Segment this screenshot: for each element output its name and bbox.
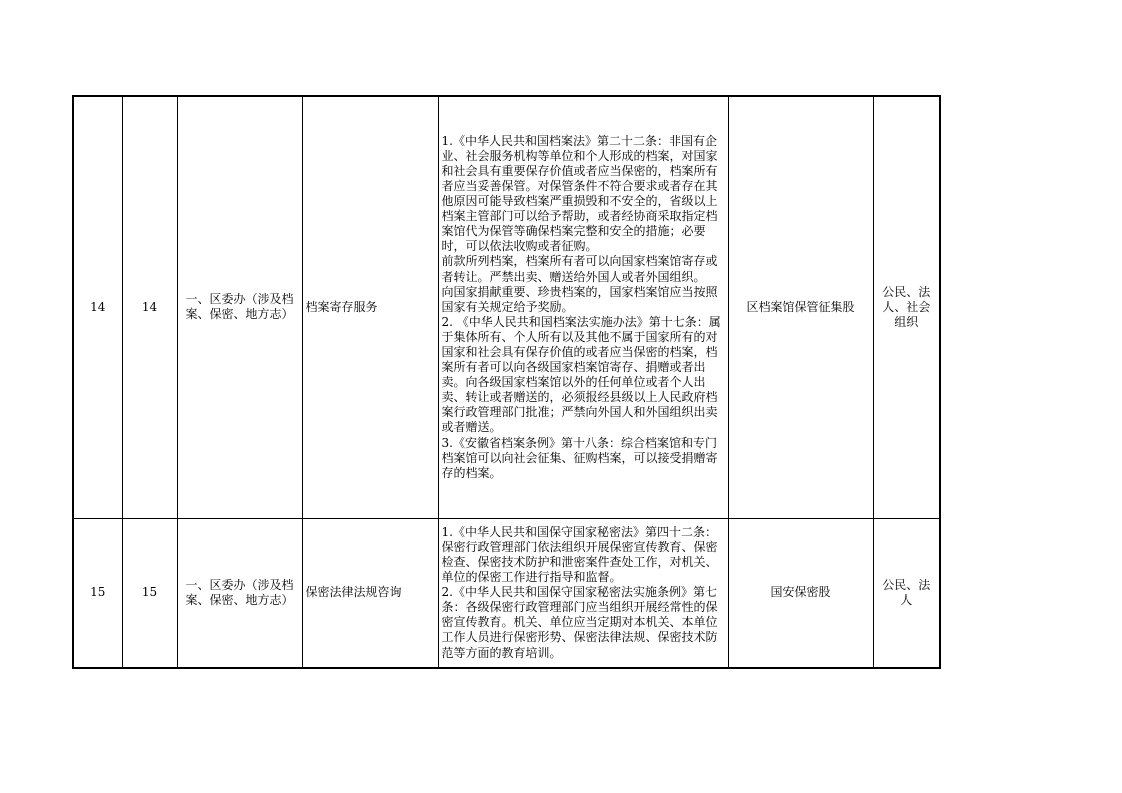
row-number: 14 — [73, 96, 122, 518]
service-target-cell: 公民、法人、社会组织 — [873, 96, 940, 518]
basis-paragraph: 2. 《中华人民共和国档案法实施办法》第十七条：属于集体所有、个人所有以及其他不属于国家所有的对国家和社会具有保存价值的或者应当保密的档案，档案所有者可以向各级国家档案馆寄存、捐赠或者出卖。向各级国家档案馆以外的任何单位或者个人出卖、转让或者赠送的，必须报经县级以上人民政府档案行政管理部门批准；严禁向外国人和外国组织出卖或者赠送。 — [441, 314, 721, 435]
basis-paragraph: 前款所列档案，档案所有者可以向国家档案馆寄存或者转让。严禁出卖、赠送给外国人或者外国组织。 — [441, 254, 718, 284]
basis-paragraph: 3.《安徽省档案条例》第十八条：综合档案馆和专门档案馆可以向社会征集、征购档案，可以接受捐赠寄存的档案。 — [441, 435, 718, 480]
responsible-unit-cell: 国安保密股 — [728, 518, 873, 668]
basis-paragraph: 1.《中华人民共和国保守国家秘密法》第四十二条：保密行政管理部门依法组织开展保密宣传教育、保密检查、保密技术防护和泄密案件查处工作，对机关、单位的保密工作进行指导和监督。 — [441, 524, 718, 585]
service-target-cell: 公民、法人 — [873, 518, 940, 668]
department-cell: 一、区委办（涉及档案、保密、地方志） — [177, 96, 302, 518]
row-code: 14 — [122, 96, 177, 518]
row-code: 15 — [122, 518, 177, 668]
row-number: 15 — [73, 518, 122, 668]
basis-paragraph: 2.《中华人民共和国保守国家秘密法实施条例》第七条：各级保密行政管理部门应当组织开展经常性的保密宣传教育。机关、单位应当定期对本机关、本单位工作人员进行保密形势、保密法律法规、保密技术防范等方面的教育培训。 — [441, 585, 718, 660]
basis-paragraph: 1.《中华人民共和国档案法》第二十二条：非国有企业、社会服务机构等单位和个人形成的档案，对国家和社会具有重要保存价值或者应当保密的，档案所有者应当妥善保管。对保管条件不符合要求或者存在其他原因可能导致档案严重损毁和不安全的，省级以上档案主管部门可以给予帮助，或者经协商采取指定档案馆代为保管等确保档案完整和安全的措施；必要时，可以依法收购或者征购。 — [441, 133, 718, 254]
responsible-unit-cell: 区档案馆保管征集股 — [728, 96, 873, 518]
basis-paragraph: 向国家捐献重要、珍贵档案的，国家档案馆应当按照国家有关规定给予奖励。 — [441, 284, 718, 314]
table-row-15 — [73, 518, 940, 668]
department-cell: 一、区委办（涉及档案、保密、地方志） — [177, 518, 302, 668]
item-name-cell: 档案寄存服务 — [302, 96, 438, 518]
table-row-14 — [73, 96, 940, 518]
legal-basis-cell — [438, 96, 728, 518]
legal-basis-cell — [438, 518, 728, 668]
service-table — [72, 95, 941, 669]
item-name-cell: 保密法律法规咨询 — [302, 518, 438, 668]
